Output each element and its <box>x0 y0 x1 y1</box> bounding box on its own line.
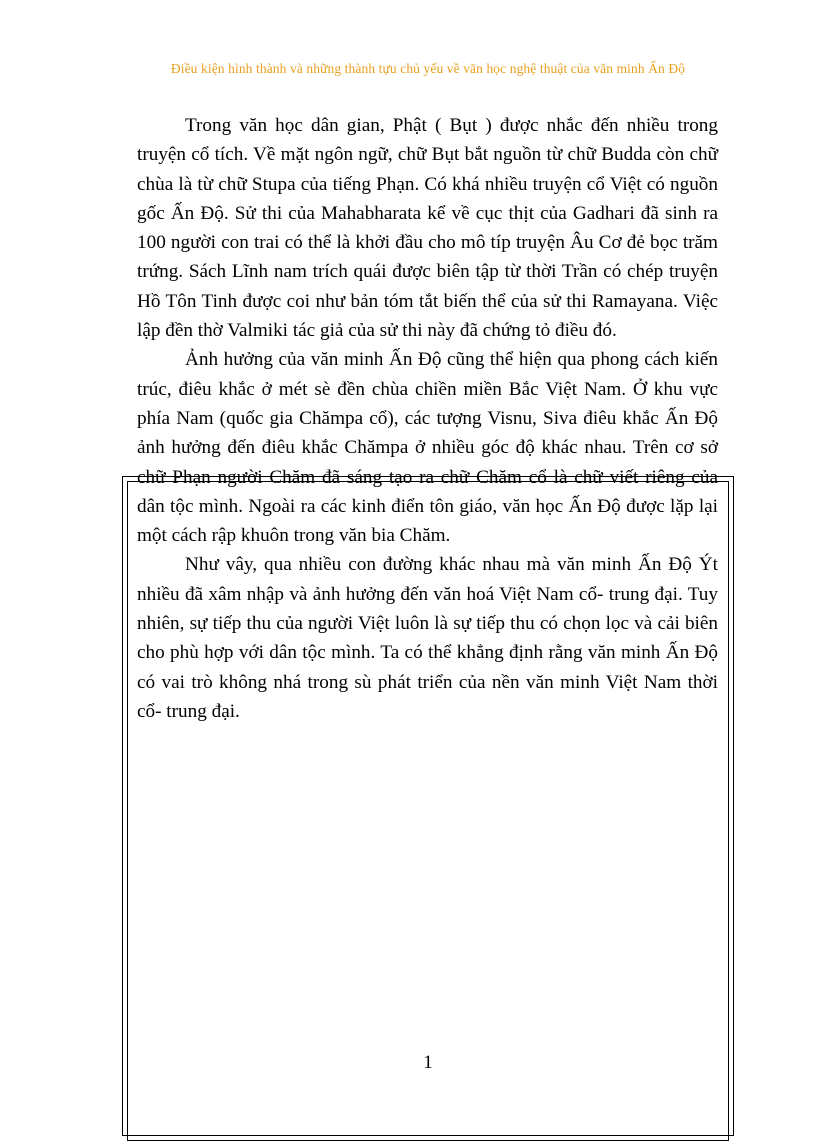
paragraph-folk-literature: Trong văn học dân gian, Phật ( Bụt ) được nhắc đến nhiều trong truyện cổ tích. Về mặt ngôn ngữ, chữ Bụt bắt nguồn từ chữ Budda còn chữ chùa là từ chữ Stupa của tiếng Phạn. Có khá nhiều truyện cổ Việt có nguồn gốc Ấn Độ. Sử thi của Mahabharata kể về cục thịt của Gadhari đã sinh ra 100 người con trai có thể là khởi đầu cho mô típ truyện Âu Cơ đẻ bọc trăm trứng. Sách Lĩnh nam trích quái được biên tập từ thời Trần có chép truyện Hồ Tôn Tinh được coi như bản tóm tắt biến thể của sử thi Ramayana. Việc lập đền thờ Valmiki tác giả của sử thi này đã chứng tỏ điều đó. <box>137 115 718 342</box>
paragraph-architecture: Ảnh hưởng của văn minh Ấn Độ cũng thể hiện qua phong cách kiến trúc, điêu khắc ở mét sè đền chùa chiền miền Bắc Việt Nam. Ở khu vực phía Nam (quốc gia Chămpa cổ), các tượng Visnu, Siva điêu khắc Ấn Độ ảnh hưởng đến điêu khắc Chămpa ở nhiều góc độ khác nhau. Trên cơ sở chữ Phạn người Chăm đã sáng tạo ra chữ Chăm cổ là chữ viết riêng của dân tộc mình. Ngoài ra các kinh điển tôn giáo, văn học Ấn Độ được lặp lại một cách rập khuôn trong văn bia Chăm. <box>137 349 718 547</box>
paragraph-conclusion: Như vây, qua nhiều con đường khác nhau mà văn minh Ấn Độ Ýt nhiều đã xâm nhập và ảnh hưởng đến văn hoá Việt Nam cổ- trung đại. Tuy nhiên, sự tiếp thu của người Việt luôn là sự tiếp thu có chọn lọc và cải biên cho phù hợp với dân tộc mình. Ta có thể khẳng định rằng văn minh Ấn Độ có vai trò không nhá trong sù phát triển của nền văn minh Việt Nam thời cổ- trung đại. <box>137 554 718 722</box>
running-header: Điều kiện hình thành và những thành tựu chủ yếu về văn học nghệ thuật của văn minh Ấn Độ <box>170 61 686 76</box>
page-number: 1 <box>423 1052 433 1073</box>
document-body <box>137 111 718 726</box>
